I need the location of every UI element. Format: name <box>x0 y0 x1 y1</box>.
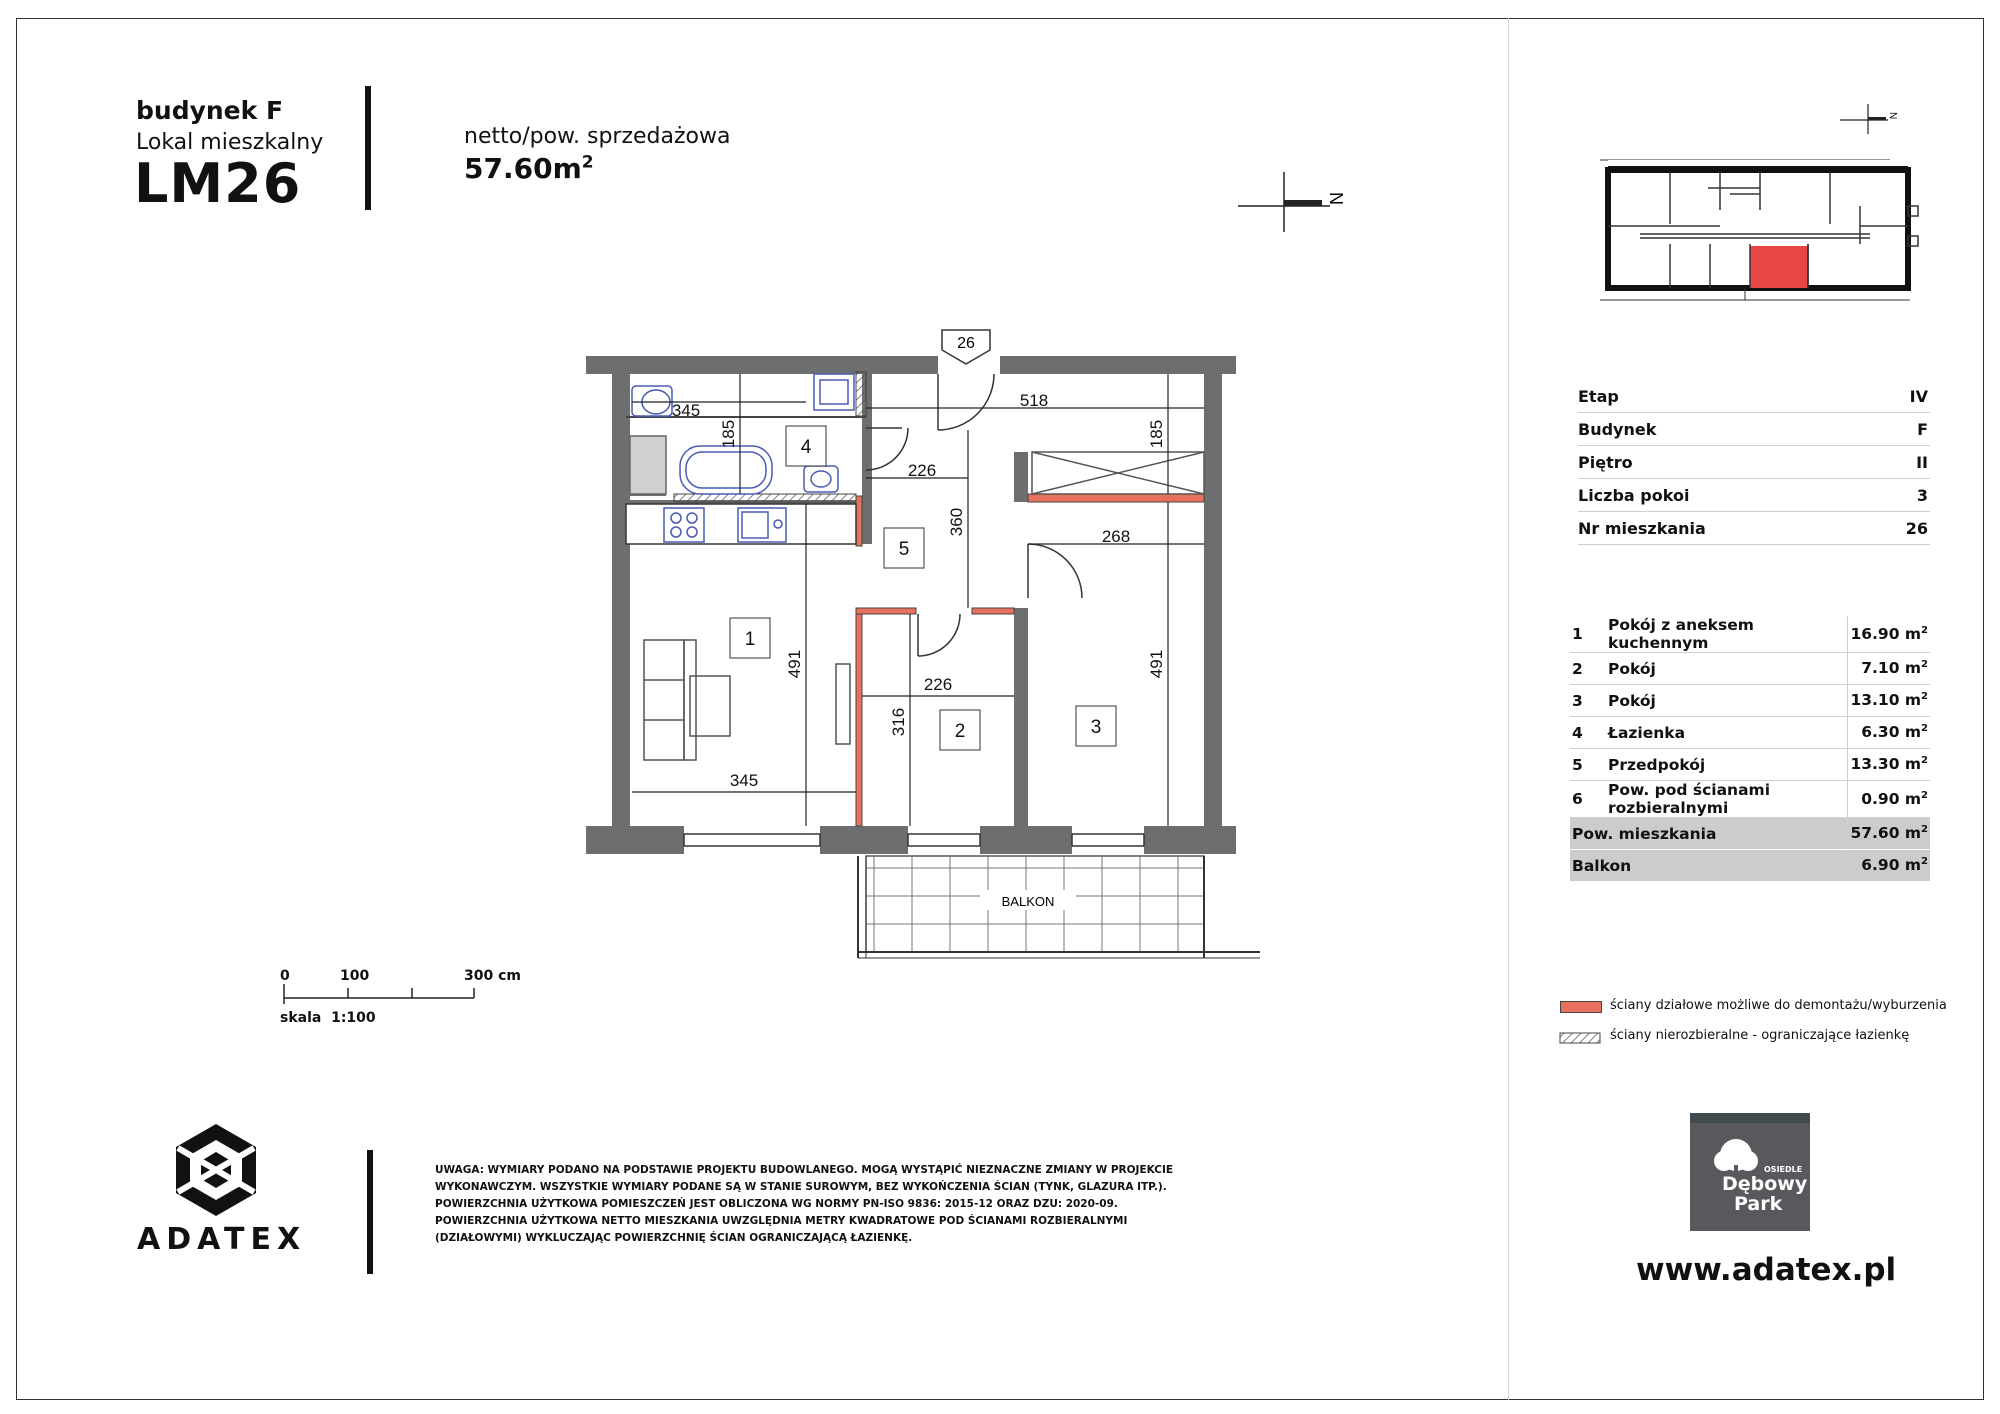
building-label: budynek F <box>136 96 284 125</box>
furniture <box>630 436 1204 760</box>
unit-kind-label: Lokal mieszkalny <box>136 130 324 155</box>
room-row: 2 Pokój 7.10 $m^2$ <box>1570 653 1930 685</box>
room-row: 6 Pow. pod ścianami rozbieralnymi 0.90 $m^2$ <box>1572 781 1928 817</box>
company-wordmark: ADATEX <box>137 1222 307 1257</box>
dim-label: 518 <box>1019 391 1049 410</box>
total-row: Pow. mieszkania 57.60 $m^2$ <box>1570 818 1930 850</box>
dim-label: 185 <box>719 419 738 449</box>
dim-label: 185 <box>1147 419 1166 449</box>
website-link[interactable]: www.adatex.pl <box>1636 1252 1897 1288</box>
balcony <box>858 856 1260 958</box>
room-row: 3 Pokój 13.10 $m^2$ <box>1570 685 1930 717</box>
dim-label: 268 <box>1101 527 1131 546</box>
info-label: Liczba pokoi <box>1578 479 1874 512</box>
info-label: Budynek <box>1578 413 1874 446</box>
room-number: 1 <box>744 629 756 650</box>
entrance-number: 26 <box>957 335 975 352</box>
unit-info-table <box>1578 380 1930 545</box>
unit-code: LM26 <box>134 152 302 215</box>
dimension-lines <box>632 374 1204 826</box>
info-value: II <box>1874 446 1930 479</box>
info-value: F <box>1874 413 1930 446</box>
area-value: $57.60m^2$ <box>464 152 594 185</box>
scale-caption: skala 1:100 <box>280 1010 376 1026</box>
dim-label: 360 <box>947 507 966 537</box>
key-plan <box>1600 104 1918 300</box>
room-row: 1 Pokój z aneksem kuchennym 16.90 $m^2$ <box>1572 616 1928 652</box>
dim-label: 491 <box>1147 649 1166 679</box>
dim-label: 226 <box>907 461 937 480</box>
entrance-marker <box>942 330 990 364</box>
dim-label: 316 <box>889 707 908 737</box>
dim-label: 345 <box>671 401 701 420</box>
legend-swatch-red <box>1560 1001 1602 1013</box>
scale-tick-label: 0 <box>280 968 290 984</box>
info-value: 3 <box>1874 479 1930 512</box>
total-row: Balkon 6.90 $m^2$ <box>1570 850 1930 882</box>
adatex-logo-icon <box>176 1124 256 1216</box>
scale-tick-label: 300 cm <box>464 968 521 984</box>
footer-separator <box>367 1150 373 1274</box>
dim-label: 226 <box>923 675 953 694</box>
balcony-label: BALKON <box>1001 894 1055 909</box>
info-value: 26 <box>1874 512 1930 545</box>
info-label: Etap <box>1578 380 1874 413</box>
scale-bar <box>284 984 474 1004</box>
info-value: IV <box>1874 380 1930 413</box>
info-label: Nr mieszkania <box>1578 512 1874 545</box>
key-plan-north-label: N <box>1887 112 1898 120</box>
kitchen-fixtures <box>626 504 856 544</box>
disclaimer-notes: UWAGA: WYMIARY PODANO NA PODSTAWIE PROJEKTU BUDOWLANEGO. MOGĄ WYSTĄPIĆ NIEZNACZNE ZMIANY W PROJEKCIE WYKONAWCZYM. WSZYSTKIE WYMIARY PODANE SĄ W STANIE SUROWYM, BEZ WYKOŃCZENIA ŚCIAN (TYNK, GLAZURA ITP.). POWIERZCHNIA UŻYTKOWA POMIESZCZEŃ JEST OBLICZONA WG NORMY PN-ISO 9836: 2015-12 ORAZ DZU: 2020-09. POWIERZCHNIA UŻYTKOWA NETTO MIESZKANIA UWZGLĘDNIA METRY KWADRATOWE POD ŚCIANAMI ROZBIERALNYMI (DZIAŁOWYMI) WYKLUCZAJĄC POWIERZCHNIĘ ŚCIAN OGRANICZAJĄCĄ ŁAZIENKĘ. <box>435 1164 1174 1244</box>
area-label: netto/pow. sprzedażowa <box>464 124 731 149</box>
room-row: 5 Przedpokój 13.30 $m^2$ <box>1570 749 1930 781</box>
info-label: Piętro <box>1578 446 1874 479</box>
north-arrow-icon <box>1238 172 1346 232</box>
room-number: 5 <box>898 539 910 560</box>
estate-logo: OSIEDLE Dębowy Park <box>1690 1113 1810 1231</box>
highlight-unit <box>1750 246 1808 288</box>
dim-label: 345 <box>729 771 759 790</box>
north-label: N <box>1326 192 1346 205</box>
dim-label: 491 <box>785 649 804 679</box>
room-number: 4 <box>800 437 812 458</box>
room-number: 2 <box>954 721 966 742</box>
room-area-table <box>1570 616 1930 882</box>
room-number: 3 <box>1090 717 1102 738</box>
room-row: 4 Łazienka 6.30 $m^2$ <box>1570 717 1930 749</box>
scale-tick-label: 100 <box>340 968 370 984</box>
windows <box>684 834 1144 846</box>
outer-walls <box>586 356 1236 854</box>
